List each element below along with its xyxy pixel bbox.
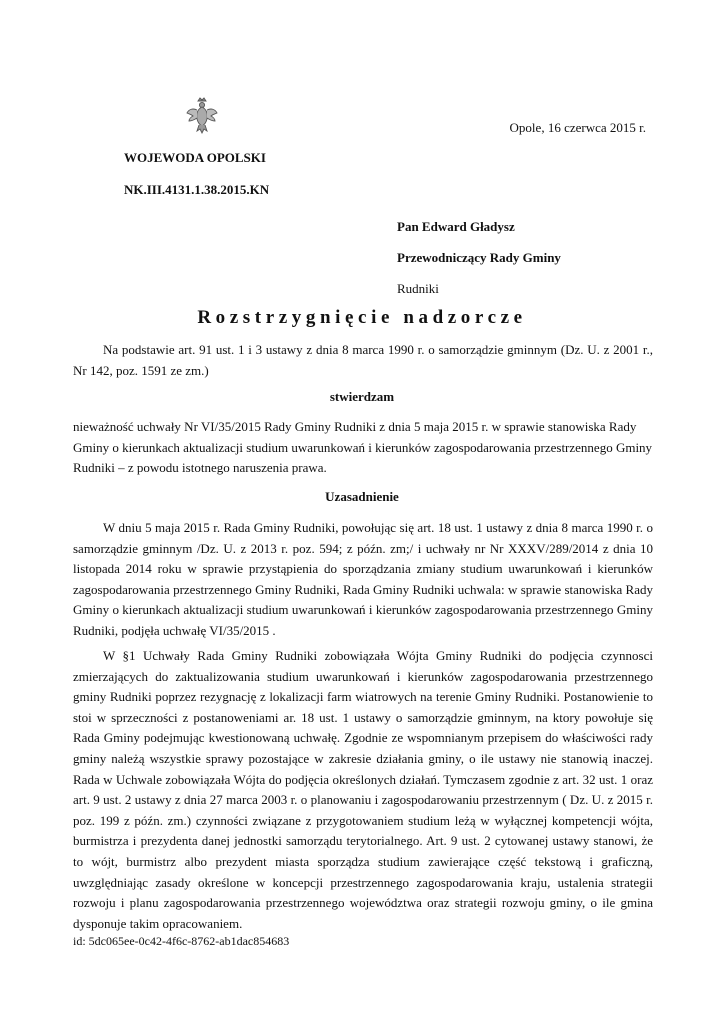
document-date: Opole, 16 czerwca 2015 r. — [509, 120, 646, 135]
justification-heading: Uzasadnienie — [325, 489, 399, 504]
polish-eagle-emblem-icon — [186, 95, 218, 135]
recipient-position: Przewodniczący Rady Gminy — [397, 250, 561, 265]
legal-basis-paragraph: Na podstawie art. 91 ust. 1 i 3 ustawy z dnia 8 marca 1990 r. o samorządzie gminnym (Dz. U. z 2001 r., Nr 142, poz. 1591 ze zm.) — [73, 342, 653, 378]
finding-heading: stwierdzam — [329, 389, 395, 404]
case-reference: NK.III.4131.1.38.2015.KN — [124, 182, 270, 197]
finding-paragraph: nieważność uchwały Nr VI/35/2015 Rady Gminy Rudniki z dnia 5 maja 2015 r. w sprawie stanowiska Rady Gminy o kierunkach aktualizacji studium uwarunkowań i kierunków zagospodarowania przestrzennego Gminy Rudniki – z powodu istotnego naruszenia prawa. — [73, 419, 653, 476]
recipient-name: Pan Edward Gładysz — [397, 219, 515, 234]
document-title: Rozstrzygnięcie nadzorcze — [197, 307, 527, 328]
justification-paragraph-1: W dniu 5 maja 2015 r. Rada Gminy Rudniki, powołując się art. 18 ust. 1 ustawy z dnia 8 marca 1990 r. o samorządzie gminnym /Dz. U. z 2013 r. poz. 594; z późn. zm;/ i uchwały nr Nr XXXV/289/2014 z dnia 10 listopada 2014 roku w sprawie przystąpienia do sporządzania zmiany studium uwarunkowań i kierunków zagospodarowania przestrzennego Gminy Rudniki, Rada Gminy Rudniki uchwala: w sprawie stanowiska Rady Gminy o kierunkach aktualizacji studium uwarunkowań i kierunków zagospodarowania przestrzennego Gminy Rudniki, podjęła uchwałę VI/35/2015 . — [73, 520, 653, 638]
recipient-place: Rudniki — [397, 281, 439, 296]
document-id: id: 5dc065ee-0c42-4f6c-8762-ab1dac854683 — [73, 934, 290, 948]
issuing-office: WOJEWODA OPOLSKI — [124, 150, 266, 165]
justification-paragraph-2: W §1 Uchwały Rada Gminy Rudniki zobowiązała Wójta Gminy Rudniki do podjęcia czynnosci zmierzających do zaktualizowania studium uwarunkowań i kierunków zagospodarowania przestrzennego gminy Rudniki poprzez rezygnację z lokalizacji farm wiatrowych na terenie Gminy Rudniki. Postanowienie to stoi w sprzeczności z postanoweniami ar. 18 ust. 1 ustawy o samorządzie gminnym, na ktory powołuje się Rada Gminy podejmując kwestionowaną uchwałę. Zgodnie ze wspomnianym przepisem do właściwości rady gminy należą wszystkie sprawy pozostające w zakresie działania gminy, o ile ustawy nie stanowią inaczej. Rada w Uchwale zobowiązała Wójta do podjęcia określonych działań. Tymczasem zgodnie z art. 32 ust. 1 oraz art. 9 ust. 2 ustawy z dnia 27 marca 2003 r. o planowaniu i zagospodarowaniu przestrzennym ( Dz. U. z 2015 r. poz. 199 z późn. zm.) czynności związane z przygotowaniem studium leżą w wyłącznej kompetencji wójta, burmistrza i prezydenta danej jednostki samorządu terytorialnego. Art. 9 ust. 2 cytowanej ustawy stanowi, że to wójt, burmistrz albo prezydent miasta sporządza studium zawierające część tekstową i graficzną, uwzględniając zasady określone w koncepcji przestrzennego zagospodarowania kraju, ustalenia strategii rozwoju i planu zagospodarowania przestrzennego województwa oraz strategii rozwoju gminy, o ile gmina dysponuje takim opracowaniem. — [73, 648, 653, 931]
